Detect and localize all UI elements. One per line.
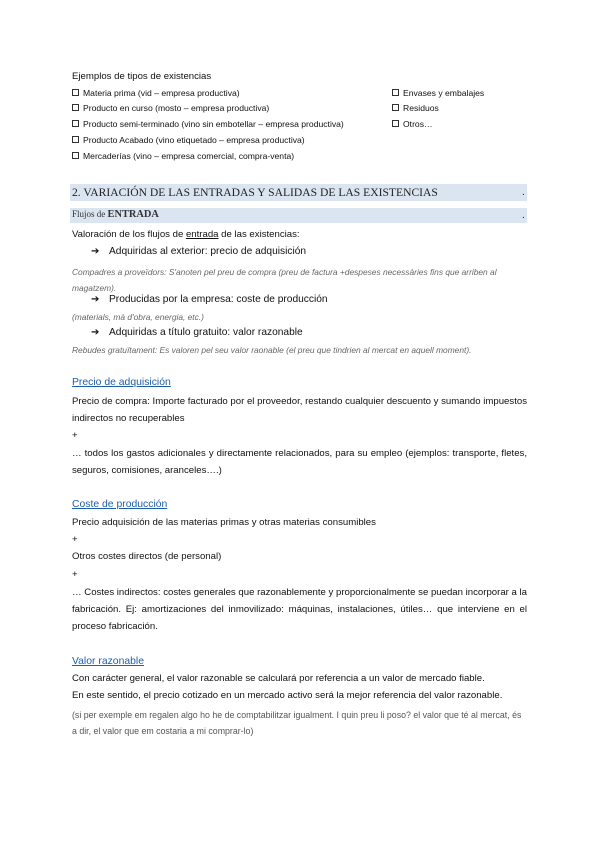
valor-note: (si per exemple em regalen algo ho he de comptabilitzar igualment. I quin preu li poso? el valor que té al mercat, és a dir, el valor que em costaria a mi comprar-lo) [72, 710, 522, 736]
list-item: Mercaderías (vino – empresa comercial, compra-venta) [72, 151, 294, 161]
checkbox-icon [72, 136, 79, 143]
checkbox-icon [72, 120, 79, 127]
valuation-note: (materials, mà d'obra, energia, etc.) [72, 312, 204, 322]
heading-dot: . [522, 187, 525, 198]
valor-line: En este sentido, el precio cotizado en un mercado activo será la mejor referencia del valor razonable. [72, 690, 503, 701]
arrow-right-icon: ➔ [91, 246, 100, 257]
coste-line: Otros costes directos (de personal) [72, 551, 222, 562]
valuation-intro: Valoración de los flujos de entrada de las existencias: [72, 229, 300, 240]
list-item: Envases y embalajes [392, 88, 484, 98]
arrow-right-icon: ➔ [91, 327, 100, 338]
precio-line: Precio de compra: Importe facturado por el proveedor, restando cualquier descuento y sumando impuestos indirectos no recuperables [72, 396, 527, 424]
plus-sign: + [72, 430, 78, 441]
subheading-dot: . [522, 210, 525, 221]
list-item: Producto semi-terminado (vino sin embotellar – empresa productiva) [72, 119, 344, 129]
checkbox-icon [392, 120, 399, 127]
checkbox-icon [392, 104, 399, 111]
arrow-right-icon: ➔ [91, 294, 100, 305]
list-item: Otros… [392, 119, 433, 129]
coste-title: Coste de producción [72, 499, 168, 510]
valuation-note: Rebudes gratuïtament: Es valoren pel seu valor raonable (el preu que tindrien al mercat en aquell moment). [72, 345, 472, 355]
precio-line: … todos los gastos adicionales y directamente relacionados, para su empleo (ejemplos: transporte, fletes, seguros, comisiones, aranceles….) [72, 448, 527, 476]
checkbox-icon [392, 89, 399, 96]
section-heading: 2. VARIACIÓN DE LAS ENTRADAS Y SALIDAS DE LAS EXISTENCIAS [72, 186, 438, 199]
subheading: Flujos de ENTRADA [72, 209, 159, 220]
coste-line: … Costes indirectos: costes generales que razonablemente y proporcionalmente se puedan incorporar a la fabricación. Ej: amortizaciones del inmovilizado: máquinas, instalaciones, útiles… que interviene en el proceso fabricación. [72, 587, 527, 632]
checkbox-icon [72, 152, 79, 159]
coste-line: Precio adquisición de las materias primas y otras materias consumibles [72, 517, 376, 528]
checkbox-icon [72, 104, 79, 111]
valor-title: Valor razonable [72, 656, 145, 667]
checkbox-icon [72, 89, 79, 96]
precio-title: Precio de adquisición [72, 377, 171, 388]
list-item: Residuos [392, 103, 439, 113]
valuation-note: Compadres a proveïdors: S'anoten pel preu de compra (preu de factura +despeses necessàries fins que arriben al magatzem). [72, 267, 497, 293]
valor-line: Con carácter general, el valor razonable se calculará por referencia a un valor de mercado fiable. [72, 673, 485, 684]
list-item: Producto en curso (mosto – empresa productiva) [72, 103, 269, 113]
valuation-item: ➔ Adquiridas a título gratuito: valor razonable [91, 327, 303, 338]
list-item: Producto Acabado (vino etiquetado – empresa productiva) [72, 135, 305, 145]
plus-sign: + [72, 534, 78, 545]
valuation-item: ➔ Adquiridas al exterior: precio de adquisición [91, 246, 307, 257]
plus-sign: + [72, 569, 78, 580]
valuation-item: ➔ Producidas por la empresa: coste de producción [91, 294, 328, 305]
examples-title: Ejemplos de tipos de existencias [72, 71, 212, 82]
list-item: Materia prima (vid – empresa productiva) [72, 88, 240, 98]
